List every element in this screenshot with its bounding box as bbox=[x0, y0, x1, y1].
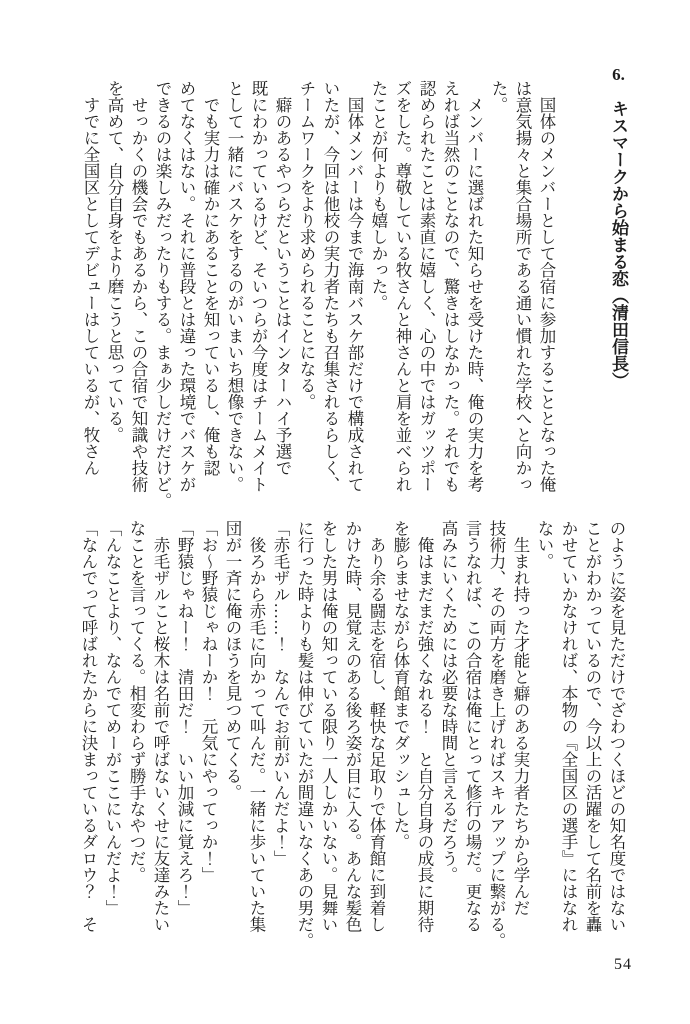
text-line: 後ろから赤毛に向かって叫んだ。一緒に歩いていた集 bbox=[247, 520, 266, 933]
text-line: すでに全国区としてデビューはしているが、牧さん bbox=[81, 80, 100, 476]
text-line: ズをした。尊敬している牧さんと神さんと肩を並べられ bbox=[393, 80, 412, 493]
text-line: 癖のあるやつらだということはインターハイ予選で bbox=[273, 80, 292, 476]
text-line: ない。 bbox=[535, 520, 554, 570]
text-line: をした男は俺の知っている限り一人しかいない。見舞い bbox=[319, 520, 338, 933]
text-line: 赤毛ザルこと桜木は名前で呼ばないくせに友達みたい bbox=[151, 520, 170, 933]
page-number: 54 bbox=[614, 956, 632, 973]
text-line: いたが、今回は他校の実力者たちも召集されるらしく、 bbox=[321, 80, 340, 493]
text-line: えれば当然のことなので、驚きはしなかった。それでも bbox=[441, 80, 460, 493]
top-text-block bbox=[78, 66, 630, 514]
text-line: 認められたことは素直に嬉しく、心の中ではガッツポー bbox=[417, 80, 436, 493]
text-line: たことが何よりも嬉しかった。 bbox=[369, 80, 388, 311]
chapter-number: 6. bbox=[612, 66, 625, 83]
text-line: として一緒にバスケをするのがいまいち想像できない。 bbox=[225, 80, 244, 493]
text-line: できるのは楽しみだったりもする。まぁ少しだけだけど。 bbox=[153, 80, 172, 509]
text-line: 「なんでって呼ばれたからに決まっているダロウ？ そ bbox=[79, 520, 98, 933]
text-line: を高めて、自分自身をより磨こうと思っている。 bbox=[105, 80, 124, 443]
text-line: 「野猿じゃねー！ 清田だ！ いい加減に覚えろ！」 bbox=[175, 520, 194, 916]
text-line: 俺はまだまだ強くなれる！ と自分自身の成長に期待 bbox=[415, 520, 434, 933]
text-line: のように姿を見ただけでざわつくほどの知名度ではない bbox=[607, 520, 626, 933]
text-line: せっかくの機会でもあるから、この合宿で知識や技術 bbox=[129, 80, 148, 493]
text-line: ことがわかっているので、今以上の活躍をして名前を轟 bbox=[583, 520, 602, 933]
chapter-title-text: キスマークから始まる恋（清田信長） bbox=[609, 83, 628, 389]
text-line: は意気揚々と集合場所である通い慣れた学校へと向かっ bbox=[513, 80, 532, 493]
text-line: メンバーに選ばれた知らせを受けた時、俺の実力を考 bbox=[465, 80, 484, 493]
text-line: 生まれ持った才能と癖のある実力者たちから学んだ bbox=[511, 520, 530, 916]
text-line: 国体メンバーは今まで海南バスケ部だけで構成されて bbox=[345, 80, 364, 493]
text-line: なことを言ってくる。相変わらず勝手なやつだ。 bbox=[127, 520, 146, 883]
text-line: 団が一斉に俺のほうを見つめてくる。 bbox=[223, 520, 242, 801]
text-line: 「お〜野猿じゃねーか！ 元気にやってっか！」 bbox=[199, 520, 218, 883]
text-line: でも実力は確かにあることを知っているし、俺も認 bbox=[201, 80, 220, 476]
text-line: かせていかなければ、本物の『全国区の選手』にはなれ bbox=[559, 520, 578, 933]
text-line: を膨らませながら体育館までダッシュした。 bbox=[391, 520, 410, 850]
text-line: あり余る闘志を宿し、軽快な足取りで体育館に到着し bbox=[367, 520, 386, 933]
text-line: かけた時、見覚えのある後ろ姿が目に入る。あんな髪色 bbox=[343, 520, 362, 933]
top-block-lines bbox=[78, 66, 558, 514]
bottom-block-lines bbox=[76, 520, 628, 954]
text-line: 「んなことより、なんでてめーがここにいんだよ！」 bbox=[103, 520, 122, 916]
text-line: チームワークをより求められることになる。 bbox=[297, 80, 316, 410]
bottom-text-block bbox=[76, 520, 628, 954]
text-line: 技術力、その両方を磨き上げればスキルアップに繋がる。 bbox=[487, 520, 506, 949]
text-line: 高みにいくためには必要な時間と言えるだろう。 bbox=[439, 520, 458, 883]
text-line: めてなくはない。それに普段とは違った環境でバスケが bbox=[177, 80, 196, 493]
text-line: 既にわかっているけど、そいつらが今度はチームメイト bbox=[249, 80, 268, 493]
text-line: に行った時よりも髪は伸びていたが間違いなくあの男だ。 bbox=[295, 520, 314, 949]
chapter-title bbox=[606, 66, 630, 514]
text-line: 「赤毛ザル……！ なんでお前がいんだよ！」 bbox=[271, 520, 290, 867]
text-line: た。 bbox=[489, 80, 508, 113]
text-line: 国体のメンバーとして合宿に参加することとなった俺 bbox=[537, 80, 556, 493]
text-line: 言うなれば、この合宿は俺にとって修行の場だ。更なる bbox=[463, 520, 482, 933]
